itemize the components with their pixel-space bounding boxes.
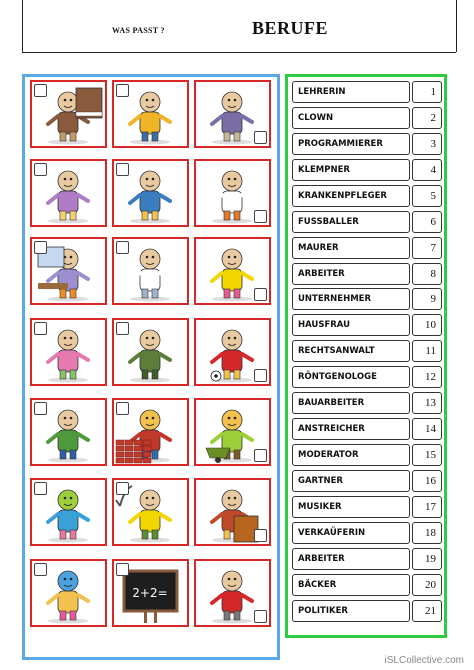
profession-label: POLITIKER: [292, 600, 410, 622]
profession-row: [292, 548, 442, 570]
profession-row: [292, 574, 442, 596]
profession-number: 9: [412, 288, 442, 310]
profession-number: 2: [412, 107, 442, 129]
picture-cell: [194, 80, 271, 148]
profession-label: ANSTREICHER: [292, 418, 410, 440]
answer-checkbox[interactable]: [116, 84, 129, 97]
profession-number: 19: [412, 548, 442, 570]
profession-label: VERKAÜFERIN: [292, 522, 410, 544]
profession-number: 10: [412, 314, 442, 336]
picture-cell: [112, 318, 189, 386]
profession-number: 4: [412, 159, 442, 181]
answer-checkbox[interactable]: [254, 288, 267, 301]
profession-label: MODERATOR: [292, 444, 410, 466]
profession-label: CLOWN: [292, 107, 410, 129]
profession-number: 1: [412, 81, 442, 103]
profession-row: [292, 600, 442, 622]
profession-label: BÄCKER: [292, 574, 410, 596]
answer-checkbox[interactable]: [34, 402, 47, 415]
header-divider: [22, 52, 456, 53]
profession-row: [292, 211, 442, 233]
profession-number: 6: [412, 211, 442, 233]
answer-checkbox[interactable]: [34, 563, 47, 576]
answer-checkbox[interactable]: [116, 402, 129, 415]
footer-credit: iSLCollective.com: [384, 655, 464, 666]
profession-row: [292, 81, 442, 103]
profession-number: 13: [412, 392, 442, 414]
profession-number: 11: [412, 340, 442, 362]
profession-row: [292, 314, 442, 336]
answer-checkbox[interactable]: [116, 241, 129, 254]
picture-cell: [30, 559, 107, 627]
answer-checkbox[interactable]: [34, 241, 47, 254]
profession-number: 14: [412, 418, 442, 440]
picture-cell: [194, 398, 271, 466]
picture-cell: [30, 159, 107, 227]
profession-number: 3: [412, 133, 442, 155]
profession-row: [292, 444, 442, 466]
profession-row: [292, 237, 442, 259]
picture-cell: [194, 318, 271, 386]
profession-label: ARBEITER: [292, 548, 410, 570]
picture-cell: [194, 478, 271, 546]
picture-cell: [30, 398, 107, 466]
profession-label: BAUARBEITER: [292, 392, 410, 414]
profession-label: LEHRERIN: [292, 81, 410, 103]
answer-checkbox[interactable]: [34, 163, 47, 176]
profession-row: [292, 392, 442, 414]
profession-row: [292, 470, 442, 492]
answer-checkbox[interactable]: [254, 610, 267, 623]
answer-checkbox[interactable]: [116, 163, 129, 176]
profession-label: KRANKENPFLEGER: [292, 185, 410, 207]
profession-row: [292, 159, 442, 181]
header-left-rule: [22, 0, 23, 52]
profession-label: UNTERNEHMER: [292, 288, 410, 310]
profession-row: [292, 107, 442, 129]
answer-checkbox[interactable]: [254, 210, 267, 223]
profession-row: [292, 340, 442, 362]
profession-number: 20: [412, 574, 442, 596]
profession-row: [292, 522, 442, 544]
picture-cell: [194, 159, 271, 227]
picture-cell: [30, 80, 107, 148]
profession-label: MUSIKER: [292, 496, 410, 518]
answer-checkbox[interactable]: [116, 322, 129, 335]
worksheet-title: BERUFE: [252, 18, 329, 38]
profession-label: RECHTSANWALT: [292, 340, 410, 362]
profession-row: [292, 263, 442, 285]
picture-cell: [112, 159, 189, 227]
profession-label: PROGRAMMIERER: [292, 133, 410, 155]
answer-checkbox[interactable]: [34, 322, 47, 335]
profession-row: [292, 496, 442, 518]
profession-label: MAURER: [292, 237, 410, 259]
picture-cell: [194, 559, 271, 627]
picture-cell: [112, 398, 189, 466]
profession-number: 17: [412, 496, 442, 518]
profession-row: [292, 288, 442, 310]
answer-checkbox[interactable]: [116, 482, 129, 495]
profession-number: 7: [412, 237, 442, 259]
answer-checkbox[interactable]: [34, 84, 47, 97]
profession-number: 5: [412, 185, 442, 207]
profession-label: KLEMPNER: [292, 159, 410, 181]
profession-label: ARBEITER: [292, 263, 410, 285]
header-right-rule: [456, 0, 457, 52]
answer-checkbox[interactable]: [116, 563, 129, 576]
profession-row: [292, 185, 442, 207]
answer-checkbox[interactable]: [254, 131, 267, 144]
profession-row: [292, 366, 442, 388]
picture-cell: [112, 80, 189, 148]
picture-cell: [30, 318, 107, 386]
profession-row: [292, 418, 442, 440]
profession-number: 18: [412, 522, 442, 544]
blackboard-text: 2+2=: [132, 586, 168, 600]
profession-number: 12: [412, 366, 442, 388]
picture-cell: [112, 237, 189, 305]
picture-cell: [112, 478, 189, 546]
picture-cell: [30, 478, 107, 546]
worksheet-question: WAS PASST ?: [112, 26, 165, 35]
profession-row: [292, 133, 442, 155]
profession-number: 16: [412, 470, 442, 492]
answer-checkbox[interactable]: [254, 369, 267, 382]
profession-label: FUSSBALLER: [292, 211, 410, 233]
profession-number: 15: [412, 444, 442, 466]
answer-checkbox[interactable]: [254, 529, 267, 542]
profession-label: GARTNER: [292, 470, 410, 492]
picture-cell: [194, 237, 271, 305]
profession-label: RÖNTGENOLOGE: [292, 366, 410, 388]
answer-checkbox[interactable]: [254, 449, 267, 462]
answer-checkbox[interactable]: [34, 482, 47, 495]
picture-cell: [30, 237, 107, 305]
picture-cell: [112, 559, 189, 627]
profession-number: 21: [412, 600, 442, 622]
profession-label: HAUSFRAU: [292, 314, 410, 336]
profession-number: 8: [412, 263, 442, 285]
